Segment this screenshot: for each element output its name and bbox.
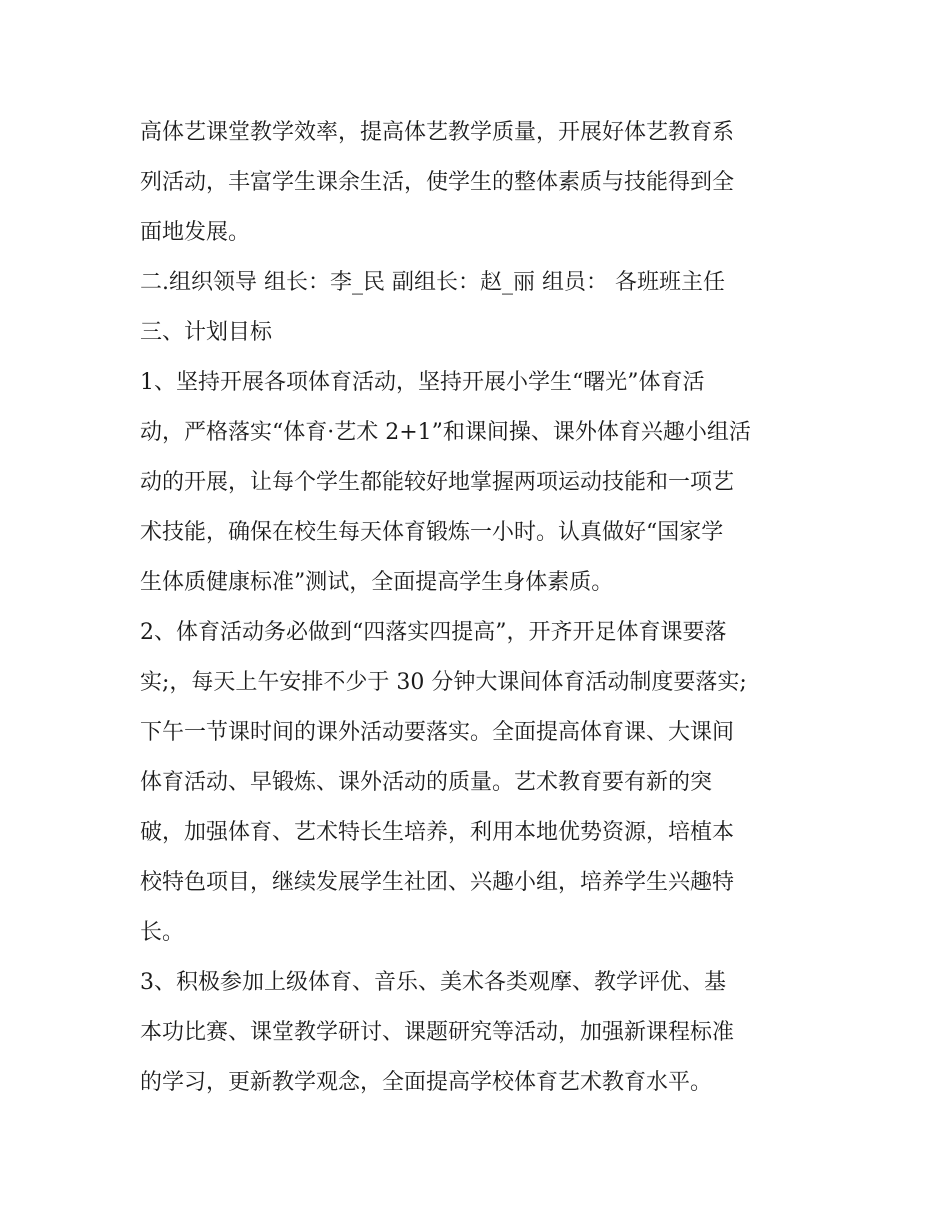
text-line: 实;，每天上午安排不少于 30 分钟大课间体育活动制度要落实; — [140, 670, 747, 695]
text-line: 1、坚持开展各项体育活动，坚持开展小学生“曙光”体育活 — [140, 370, 705, 395]
paragraph-goal-3 — [140, 958, 820, 1108]
text-line: 2、体育活动务必做到“四落实四提高”，开齐开足体育课要落 — [140, 620, 727, 645]
text-line: 高体艺课堂教学效率，提高体艺教学质量，开展好体艺教育系 — [140, 120, 735, 145]
paragraph-goal-2 — [140, 608, 820, 958]
text-line: 面地发展。 — [140, 220, 251, 245]
text-line: 体育活动、早锻炼、课外活动的质量。艺术教育要有新的突 — [140, 770, 713, 795]
paragraph-goal-1 — [140, 358, 820, 608]
text-line: 的学习，更新教学观念，全面提高学校体育艺术教育水平。 — [140, 1070, 713, 1095]
section-heading-goals — [140, 308, 820, 358]
paragraph-organization — [140, 258, 820, 308]
text-line: 本功比赛、课堂教学研讨、课题研究等活动，加强新课程标准 — [140, 1020, 735, 1045]
text-line: 二.组织领导 组长：李_民 副组长：赵_丽 组员： 各班班主任 — [140, 270, 725, 295]
text-line: 术技能，确保在校生每天体育锻炼一小时。认真做好“国家学 — [140, 520, 724, 545]
text-line: 生体质健康标准”测试，全面提高学生身体素质。 — [140, 570, 614, 595]
text-line: 列活动，丰富学生课余生活，使学生的整体素质与技能得到全 — [140, 170, 735, 195]
paragraph-intro-continuation — [140, 108, 820, 258]
text-line: 校特色项目，继续发展学生社团、兴趣小组，培养学生兴趣特 — [140, 870, 735, 895]
text-line: 动的开展，让每个学生都能较好地掌握两项运动技能和一项艺 — [140, 470, 735, 495]
text-line: 三、计划目标 — [140, 320, 273, 345]
text-line: 破，加强体育、艺术特长生培养，利用本地优势资源，培植本 — [140, 820, 735, 845]
document-body — [140, 108, 820, 1108]
text-line: 动，严格落实“体育·艺术 2+1”和课间操、课外体育兴趣小组活 — [140, 420, 751, 445]
text-line: 下午一节课时间的课外活动要落实。全面提高体育课、大课间 — [140, 720, 735, 745]
text-line: 3、积极参加上级体育、音乐、美术各类观摩、教学评优、基 — [140, 970, 726, 995]
text-line: 长。 — [140, 920, 185, 945]
